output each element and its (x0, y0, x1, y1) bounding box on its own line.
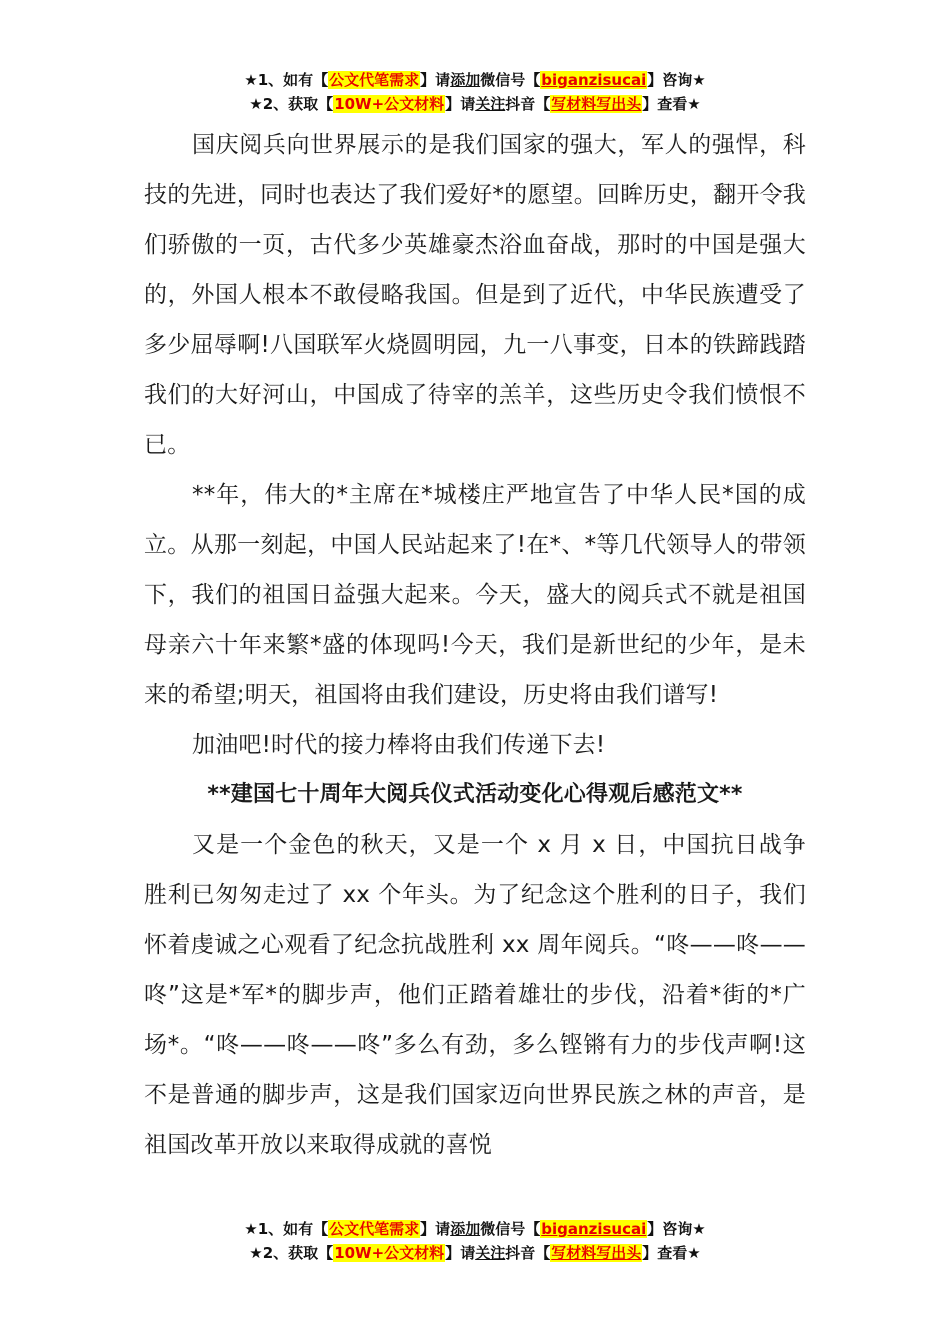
paragraph: **年，伟大的*主席在*城楼庄严地宣告了中华人民*国的成立。从那一刻起，中国人民站起来了!在*、*等几代领导人的带领下，我们的祖国日益强大起来。今天，盛大的阅兵式不就是祖国母亲六十年来繁*盛的体现吗!今天，我们是新世纪的少年，是未来的希望;明天，祖国将由我们建设，历史将由我们谱写! (144, 482, 806, 708)
promo-text: 】查看★ (642, 95, 701, 113)
promo-emphasis: 添加 (450, 71, 481, 89)
douyin-account-link[interactable]: 写材料写出头 (551, 95, 642, 113)
promo-banner-bottom (0, 1217, 950, 1265)
promo-text: 抖音【 (505, 95, 551, 113)
section-heading: **建国七十周年大阅兵仪式活动变化心得观后感范文** (207, 782, 743, 807)
promo-highlight: 10W+公文材料 (334, 1244, 445, 1262)
promo-text: 】咨询★ (647, 1220, 706, 1238)
promo-line-1 (0, 1217, 950, 1241)
promo-banner-top (0, 68, 950, 116)
promo-line-2 (0, 92, 950, 116)
promo-highlight: 公文代笔需求 (329, 71, 420, 89)
promo-emphasis: 关注 (475, 95, 506, 113)
promo-text: 】查看★ (642, 1244, 701, 1262)
article-body (144, 120, 806, 1170)
paragraph: 又是一个金色的秋天，又是一个 x 月 x 日，中国抗日战争胜利已匆匆走过了 xx 个年头。为了纪念这个胜利的日子，我们怀着虔诚之心观看了纪念抗战胜利 xx 周年阅兵。“咚——咚——咚”这是*军*的脚步声，他们正踏着雄壮的步伐，沿着*街的*广场*。“咚——咚——咚”多么有劲，多么铿锵有力的步伐声啊!这不是普通的脚步声，这是我们国家迈向世界民族之林的声音，是祖国改革开放以来取得成就的喜悦 (144, 832, 806, 1158)
promo-line-2 (0, 1241, 950, 1265)
douyin-account-link[interactable]: 写材料写出头 (551, 1244, 642, 1262)
promo-text: 】请 (445, 1244, 476, 1262)
promo-text: 】请 (445, 95, 476, 113)
promo-text: ★2、获取【 (249, 1244, 334, 1262)
promo-text: ★1、如有【 (244, 1220, 329, 1238)
promo-text: 微信号【 (480, 71, 541, 89)
promo-highlight: 10W+公文材料 (334, 95, 445, 113)
promo-emphasis: 关注 (475, 1244, 506, 1262)
promo-text: ★2、获取【 (249, 95, 334, 113)
promo-emphasis: 添加 (450, 1220, 481, 1238)
promo-text: 抖音【 (505, 1244, 551, 1262)
wechat-id-link[interactable]: biganzisucai (541, 71, 647, 89)
promo-text: 】请 (420, 71, 451, 89)
wechat-id-link[interactable]: biganzisucai (541, 1220, 647, 1238)
promo-text: 】请 (420, 1220, 451, 1238)
promo-text: 微信号【 (480, 1220, 541, 1238)
paragraph: 国庆阅兵向世界展示的是我们国家的强大，军人的强悍，科技的先进，同时也表达了我们爱好*的愿望。回眸历史，翻开令我们骄傲的一页，古代多少英雄豪杰浴血奋战，那时的中国是强大的，外国人根本不敢侵略我国。但是到了近代，中华民族遭受了多少屈辱啊!八国联军火烧圆明园，九一八事变，日本的铁蹄践踏我们的大好河山，中国成了待宰的羔羊，这些历史令我们愤恨不已。 (144, 132, 806, 458)
paragraph: 加油吧!时代的接力棒将由我们传递下去! (192, 732, 606, 758)
promo-highlight: 公文代笔需求 (329, 1220, 420, 1238)
promo-line-1 (0, 68, 950, 92)
promo-text: ★1、如有【 (244, 71, 329, 89)
promo-text: 】咨询★ (647, 71, 706, 89)
